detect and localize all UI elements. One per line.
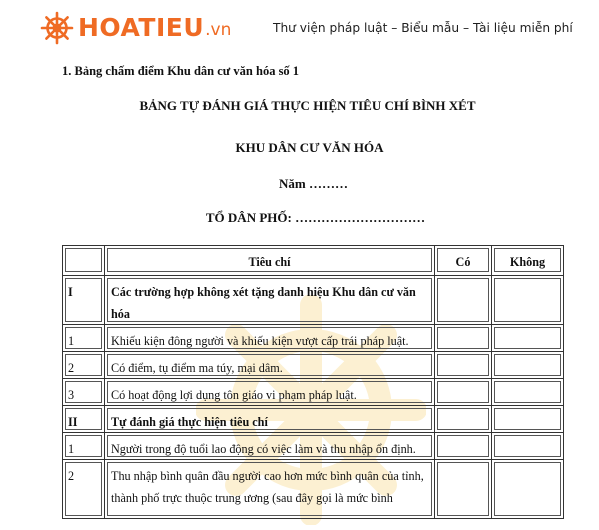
row-number-cell bbox=[63, 460, 105, 519]
row-criteria-cell bbox=[105, 325, 435, 352]
site-tagline: Thư viện pháp luật – Biểu mẫu – Tài liệu miễn phí bbox=[273, 21, 573, 35]
group-line: TỔ DÂN PHỐ: ………………………… bbox=[205, 210, 426, 225]
table-row bbox=[63, 276, 564, 325]
header-yes-cell: Có bbox=[435, 246, 492, 276]
row-yes-cell bbox=[435, 433, 492, 460]
row-yes-cell-content bbox=[437, 435, 489, 457]
row-yes-cell-content bbox=[437, 278, 489, 322]
row-no-cell-content bbox=[494, 354, 561, 376]
row-yes-cell-content bbox=[437, 408, 489, 430]
row-criteria-cell bbox=[105, 406, 435, 433]
row-yes-cell-content bbox=[437, 381, 489, 403]
year-line: Năm ……… bbox=[279, 176, 348, 191]
table-row bbox=[63, 325, 564, 352]
row-number-cell-content: II bbox=[65, 408, 102, 430]
row-criteria-cell-content: Người trong độ tuổi lao động có việc làm và thu nhập ổn định. bbox=[107, 435, 432, 457]
row-no-cell bbox=[492, 379, 564, 406]
criteria-table bbox=[62, 245, 564, 519]
row-no-cell-content bbox=[494, 435, 561, 457]
row-criteria-cell bbox=[105, 433, 435, 460]
row-criteria-cell bbox=[105, 276, 435, 325]
table-row bbox=[63, 460, 564, 519]
row-yes-cell-content bbox=[437, 354, 489, 376]
row-no-cell-content bbox=[494, 381, 561, 403]
header-criteria-cell: Tiêu chí bbox=[105, 246, 435, 276]
table-header-row bbox=[63, 246, 564, 276]
row-number-cell-content: 1 bbox=[65, 435, 102, 457]
row-no-cell bbox=[492, 325, 564, 352]
row-number-cell-content: 2 bbox=[65, 354, 102, 376]
table-row bbox=[63, 352, 564, 379]
row-criteria-cell bbox=[105, 460, 435, 519]
table-row bbox=[63, 379, 564, 406]
row-no-cell bbox=[492, 433, 564, 460]
row-yes-cell bbox=[435, 406, 492, 433]
header-num-cell bbox=[63, 246, 105, 276]
row-yes-cell-content bbox=[437, 327, 489, 349]
row-no-cell bbox=[492, 406, 564, 433]
row-criteria-cell bbox=[105, 352, 435, 379]
row-number-cell-content: 2 bbox=[65, 462, 102, 516]
row-no-cell bbox=[492, 460, 564, 519]
row-no-cell-content bbox=[494, 462, 561, 516]
row-criteria-cell-content: Khiếu kiện đông người và khiếu kiện vượt cấp trái pháp luật. bbox=[107, 327, 432, 349]
row-number-cell bbox=[63, 406, 105, 433]
site-header bbox=[0, 0, 599, 60]
header-no-cell: Không bbox=[492, 246, 564, 276]
table-row bbox=[63, 406, 564, 433]
row-criteria-cell-content: Tự đánh giá thực hiện tiêu chí bbox=[107, 408, 432, 430]
row-number-cell-content: 3 bbox=[65, 381, 102, 403]
row-criteria-cell-content: Có hoạt động lợi dụng tôn giáo vi phạm pháp luật. bbox=[107, 381, 432, 403]
row-criteria-cell-content: Thu nhập bình quân đầu người cao hơn mức bình quân của tỉnh, thành phố trực thuộc trung ương (sau đây gọi là mức bình bbox=[107, 462, 432, 516]
site-logo[interactable] bbox=[40, 10, 231, 46]
row-number-cell bbox=[63, 352, 105, 379]
row-number-cell bbox=[63, 433, 105, 460]
logo-text: HOATIEU bbox=[78, 13, 205, 42]
row-yes-cell bbox=[435, 325, 492, 352]
row-no-cell-content bbox=[494, 408, 561, 430]
row-number-cell-content: 1 bbox=[65, 327, 102, 349]
row-criteria-cell bbox=[105, 379, 435, 406]
section-heading: 1. Bảng chấm điểm Khu dân cư văn hóa số 1 bbox=[62, 64, 300, 78]
row-criteria-cell-content: Các trường hợp không xét tặng danh hiệu Khu dân cư văn hóa bbox=[107, 278, 432, 322]
ship-wheel-icon bbox=[40, 11, 74, 45]
row-number-cell bbox=[63, 325, 105, 352]
row-yes-cell bbox=[435, 460, 492, 519]
document-subtitle: KHU DÂN CƯ VĂN HÓA bbox=[235, 140, 384, 155]
table-row bbox=[63, 433, 564, 460]
document-title: BẢNG TỰ ĐÁNH GIÁ THỰC HIỆN TIÊU CHÍ BÌNH XÉT bbox=[139, 98, 476, 113]
row-number-cell bbox=[63, 276, 105, 325]
row-number-cell-content: I bbox=[65, 278, 102, 322]
row-yes-cell bbox=[435, 276, 492, 325]
row-yes-cell bbox=[435, 379, 492, 406]
row-criteria-cell-content: Có điểm, tụ điểm ma túy, mại dâm. bbox=[107, 354, 432, 376]
row-no-cell bbox=[492, 352, 564, 379]
row-no-cell-content bbox=[494, 278, 561, 322]
row-yes-cell-content bbox=[437, 462, 489, 516]
logo-suffix: .vn bbox=[205, 20, 232, 40]
row-number-cell bbox=[63, 379, 105, 406]
row-no-cell-content bbox=[494, 327, 561, 349]
row-yes-cell bbox=[435, 352, 492, 379]
row-no-cell bbox=[492, 276, 564, 325]
